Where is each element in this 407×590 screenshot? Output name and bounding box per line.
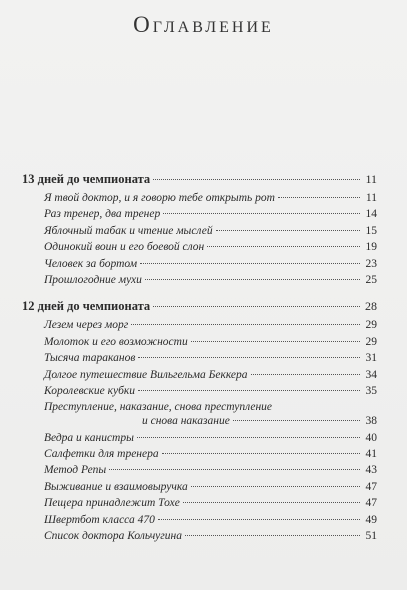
entry-label: Молоток и его возможности xyxy=(44,335,188,348)
entry-label: Ведра и канистры xyxy=(44,431,134,444)
leader-dots xyxy=(162,453,360,454)
page-number: 11 xyxy=(365,172,377,186)
entry-label: Яблочный табак и чтение мыслей xyxy=(44,224,213,237)
leader-dots xyxy=(216,230,360,231)
page-number: 41 xyxy=(365,448,377,461)
section-entries xyxy=(22,319,377,546)
leader-dots xyxy=(207,246,360,247)
entry-label: Тысяча тараканов xyxy=(44,352,136,365)
page-number: 47 xyxy=(365,480,377,493)
page-number: 51 xyxy=(365,530,377,543)
page-number: 25 xyxy=(365,273,377,286)
page-title: Оглавление xyxy=(133,12,274,37)
toc-entry[interactable] xyxy=(44,258,377,274)
entry-label: Долгое путешествие Вильгельма Беккера xyxy=(44,368,248,381)
page-number: 35 xyxy=(365,384,377,397)
entry-label: Одинокий воин и его боевой слон xyxy=(44,241,205,254)
toc-entry[interactable] xyxy=(44,369,377,385)
toc-entry[interactable] xyxy=(44,432,377,448)
leader-dots xyxy=(140,263,360,264)
page-number: 29 xyxy=(365,335,377,348)
leader-dots xyxy=(185,535,360,536)
leader-dots xyxy=(191,341,360,342)
page-number: 23 xyxy=(365,257,377,270)
toc-entry[interactable] xyxy=(44,481,377,497)
toc-entry[interactable] xyxy=(44,464,377,480)
toc-entry[interactable] xyxy=(44,497,377,513)
entry-label: Человек за бортом xyxy=(44,257,138,270)
toc-section-heading[interactable] xyxy=(22,172,377,190)
entry-label: Я твой доктор, и я говорю тебе открыть рот xyxy=(44,192,275,204)
page-number: 49 xyxy=(365,513,377,526)
leader-dots xyxy=(131,324,360,325)
leader-dots xyxy=(233,420,360,421)
entry-label: Прошлогодние мухи xyxy=(44,273,142,286)
toc-entry[interactable] xyxy=(44,385,377,401)
entry-label: Метод Репы xyxy=(44,464,107,477)
page-number: 34 xyxy=(365,368,377,381)
toc-entry[interactable] xyxy=(44,319,377,335)
toc-entry[interactable] xyxy=(44,448,377,464)
leader-dots xyxy=(153,179,360,180)
section-label: 13 дней до чемпионата xyxy=(22,172,151,186)
page-number: 14 xyxy=(365,208,377,221)
page-number: 40 xyxy=(365,431,377,444)
leader-dots xyxy=(251,374,360,375)
entry-label: Швертбот класса 470 xyxy=(44,513,155,526)
toc-entry[interactable] xyxy=(44,401,377,431)
entry-label: Список доктора Кольчугина xyxy=(44,530,182,543)
leader-dots xyxy=(278,197,360,198)
entry-label: Королевские кубки xyxy=(44,384,136,397)
toc-entry[interactable] xyxy=(44,208,377,224)
entry-label: Выживание и взаимовыручка xyxy=(44,480,188,493)
page-number: 47 xyxy=(365,497,377,510)
section-label: 12 дней до чемпионата xyxy=(22,299,151,314)
toc-entry[interactable] xyxy=(44,530,377,546)
leader-dots xyxy=(158,519,360,520)
leader-dots xyxy=(183,502,360,503)
toc-entry[interactable] xyxy=(44,241,377,257)
leader-dots xyxy=(191,486,360,487)
entry-label: Раз тренер, два тренер xyxy=(44,208,161,221)
toc-section-heading[interactable] xyxy=(22,299,377,317)
leader-dots xyxy=(109,469,360,470)
toc-entry[interactable] xyxy=(44,225,377,241)
toc-entry[interactable] xyxy=(44,336,377,352)
table-of-contents xyxy=(22,172,377,546)
entry-label: Преступление, наказание, снова преступление xyxy=(44,401,273,414)
leader-dots xyxy=(163,213,360,214)
toc-entry[interactable] xyxy=(44,192,377,208)
page-number: 29 xyxy=(365,319,377,332)
toc-entry[interactable] xyxy=(44,352,377,368)
entry-continuation xyxy=(44,415,377,431)
toc-entry[interactable] xyxy=(44,274,377,290)
entry-label-continued: и снова наказание xyxy=(142,415,230,428)
page-number: 19 xyxy=(365,241,377,254)
leader-dots xyxy=(145,279,360,280)
page-number: 38 xyxy=(365,415,377,428)
entry-label: Салфетки для тренера xyxy=(44,448,159,461)
section-entries xyxy=(22,192,377,290)
leader-dots xyxy=(153,306,360,307)
page-number: 43 xyxy=(365,464,377,477)
entry-label: Лезем через морг xyxy=(44,319,129,332)
page-number: 11 xyxy=(365,192,377,204)
leader-dots xyxy=(138,357,360,358)
leader-dots xyxy=(137,437,360,438)
toc-entry[interactable] xyxy=(44,514,377,530)
page-number: 28 xyxy=(365,299,377,314)
page-number: 15 xyxy=(365,224,377,237)
page-number: 31 xyxy=(365,352,377,365)
leader-dots xyxy=(138,390,360,391)
entry-label: Пещера принадлежит Тохе xyxy=(44,497,180,510)
